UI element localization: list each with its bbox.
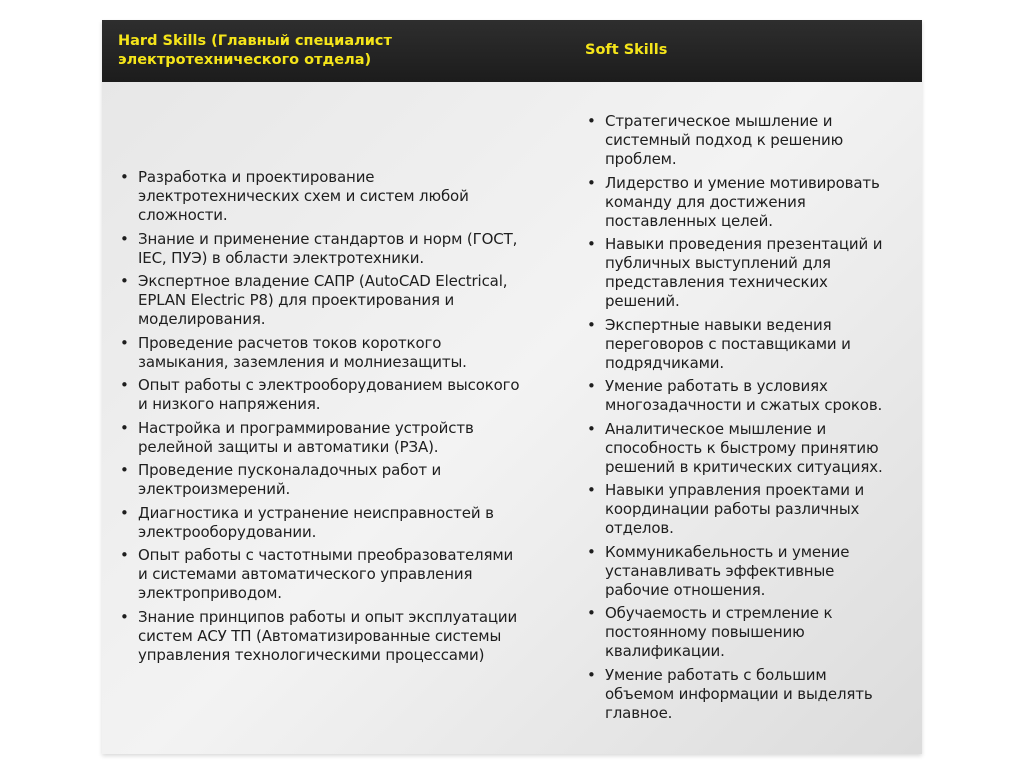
list-item (118, 419, 519, 457)
list-item-line: • Экспертные навыки ведения (605, 315, 832, 334)
list-item-line: • Навыки проведения презентаций и (605, 235, 883, 253)
list-item-line: переговоров с поставщиками и (605, 334, 851, 353)
list-item-line: главное. (605, 703, 673, 722)
list-item-line: • Знание и применение стандартов и норм (ГОСТ, (138, 229, 518, 248)
list-item-line: объемом информации и выделять (605, 684, 873, 703)
table-header (102, 20, 922, 82)
list-item-line: • Проведение расчетов токов короткого (138, 333, 442, 352)
header-line: Hard Skills (Главный специалист (118, 33, 392, 49)
list-item-line: отделов. (605, 519, 674, 537)
list-item (585, 481, 883, 538)
list-item-line: моделирования. (138, 310, 266, 328)
list-item-line: команду для достижения (605, 192, 806, 211)
list-item-line: постоянному повышению (605, 623, 805, 641)
list-item (585, 420, 883, 477)
list-item-line: • Экспертное владение САПР (AutoCAD Electrical, (138, 272, 508, 290)
header-line: электротехнического отдела) (118, 52, 372, 68)
list-item-line: подрядчиками. (605, 353, 725, 372)
list-item (118, 504, 519, 542)
list-item-line: • Знание принципов работы и опыт эксплуатации (138, 607, 518, 626)
list-item-line: • Навыки управления проектами и (605, 481, 865, 499)
list-item (118, 376, 519, 414)
list-item-line: и системами автоматического управления (138, 565, 473, 583)
list-item-line: электрооборудовании. (138, 522, 317, 541)
list-item-line: устанавливать эффективные (605, 561, 835, 580)
list-item (585, 666, 883, 723)
list-item-line: • Коммуникабельность и умение (605, 542, 850, 561)
list-item (118, 334, 519, 372)
list-item-line: систем АСУ ТП (Автоматизированные системы (138, 626, 502, 645)
list-item-line: релейной защиты и автоматики (РЗА). (138, 437, 439, 456)
list-item-line: представления технических (605, 273, 828, 291)
list-item (585, 604, 883, 661)
list-item (118, 272, 519, 329)
list-item-line: решений. (605, 292, 680, 310)
list-item (585, 543, 883, 600)
list-item-line: электроизмерений. (138, 480, 291, 498)
list-item-line: • Настройка и программирование устройств (138, 418, 474, 437)
list-item-line: • Стратегическое мышление и (605, 112, 833, 130)
list-item-line: • Обучаемость и стремление к (605, 604, 833, 622)
list-item (118, 230, 519, 268)
list-item-line: проблем. (605, 150, 677, 168)
list-item-line: • Умение работать с большим (605, 665, 827, 684)
list-item (118, 168, 519, 225)
hard-skills-header (118, 32, 392, 70)
list-item (585, 377, 883, 415)
list-item (585, 235, 883, 311)
list-item-line: электротехнических схем и систем любой (138, 187, 469, 205)
list-item-line: координации работы различных (605, 500, 860, 518)
list-item-line: • Диагностика и устранение неисправностей в (138, 503, 494, 522)
list-item-line: управления технологическими процессами) (138, 645, 485, 664)
list-item (585, 316, 883, 373)
soft-skills-header: Soft Skills (585, 42, 668, 58)
soft-skills-list (585, 112, 883, 727)
list-item-line: квалификации. (605, 642, 725, 660)
list-item-line: • Опыт работы с частотными преобразователями (138, 546, 514, 564)
list-item (585, 174, 883, 231)
list-item-line: • Разработка и проектирование (138, 168, 375, 186)
list-item-line: и низкого напряжения. (138, 395, 321, 413)
list-item-line: публичных выступлений для (605, 254, 831, 272)
list-item-line: • Аналитическое мышление и (605, 419, 827, 438)
list-item (118, 461, 519, 499)
hard-skills-list (118, 168, 519, 669)
list-item-line: замыкания, заземления и молниезащиты. (138, 352, 467, 371)
list-item-line: системный подход к решению (605, 131, 844, 149)
list-item-line: • Лидерство и умение мотивировать (605, 173, 880, 192)
list-item-line: IEC, ПУЭ) в области электротехники. (138, 248, 425, 267)
list-item-line: • Опыт работы с электрооборудованием высокого (138, 376, 520, 394)
skills-table (102, 20, 922, 754)
list-item-line: поставленных целей. (605, 211, 773, 230)
list-item-line: • Умение работать в условиях (605, 377, 828, 395)
list-item (118, 608, 519, 665)
list-item-line: решений в критических ситуациях. (605, 457, 883, 476)
list-item-line: EPLAN Electric P8) для проектирования и (138, 291, 455, 309)
list-item-line: сложности. (138, 206, 228, 224)
list-item-line: рабочие отношения. (605, 580, 766, 599)
list-item-line: способность к быстрому принятию (605, 438, 879, 457)
list-item-line: многозадачности и сжатых сроков. (605, 396, 883, 414)
list-item-line: электроприводом. (138, 584, 282, 602)
list-item-line: • Проведение пусконаладочных работ и (138, 461, 442, 479)
list-item (585, 112, 883, 169)
list-item (118, 546, 519, 603)
